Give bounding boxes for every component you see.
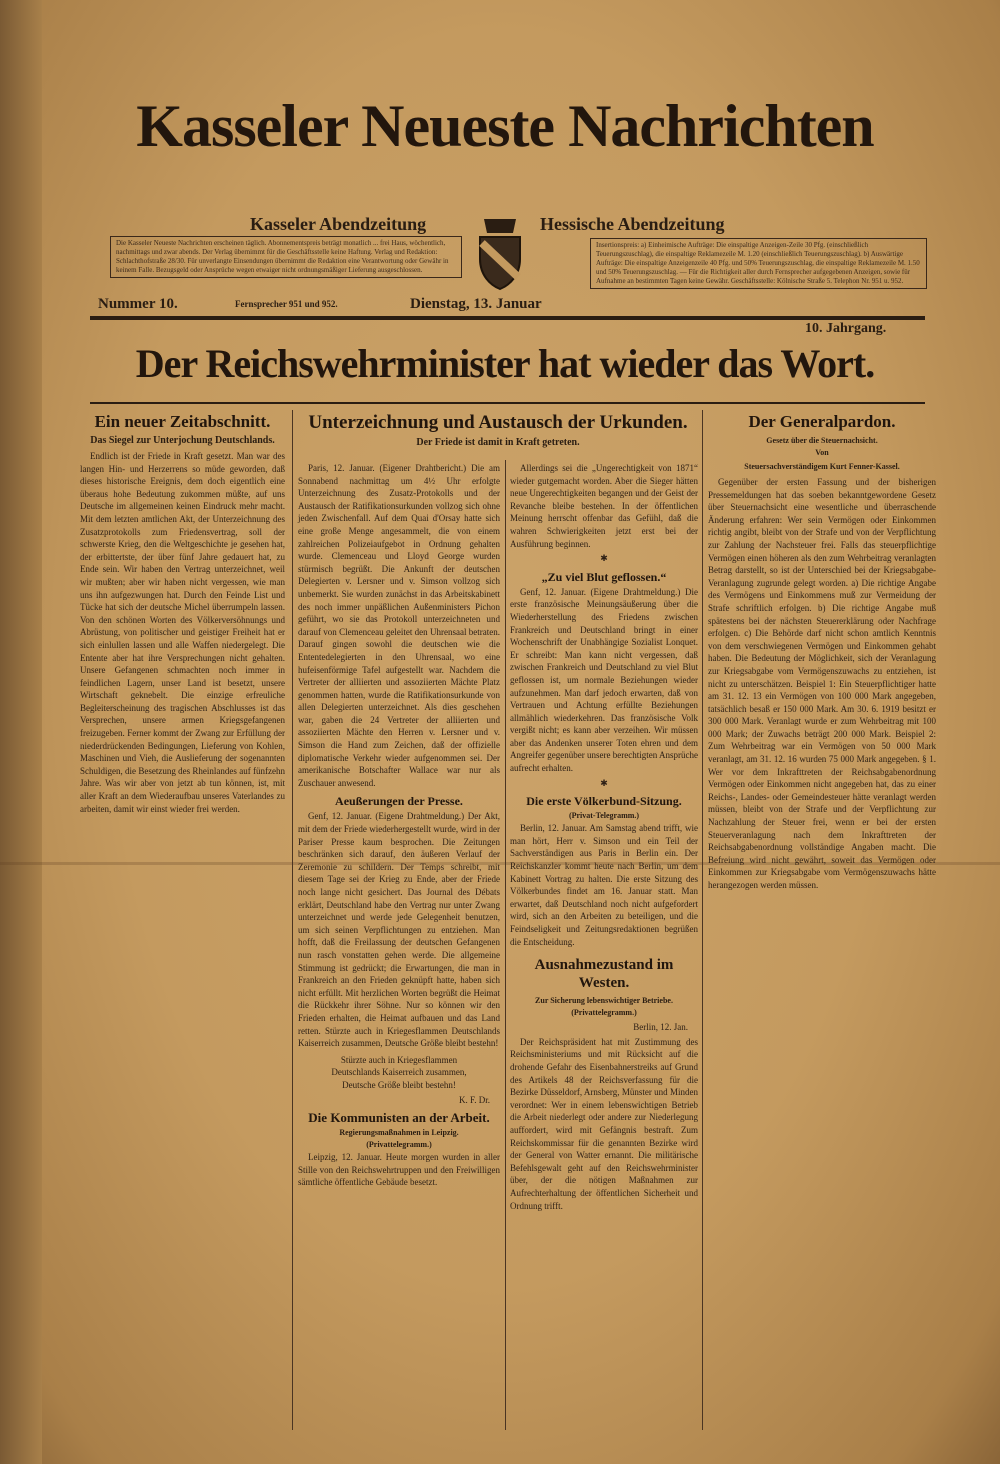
issue-number: Nummer 10. (98, 296, 178, 312)
article-subtitle: Regierungsmaßnahmen in Leipzig. (339, 1128, 459, 1138)
article-body: Der Reichspräsident hat mit Zustimmung des Reichsministeriums und mit Rücksicht auf die drohende Gefahr des Eisenbahnerstreiks auf Grund des Artikels 48 der Reichsverfassung für die Bezirke Düsseldorf, Arnsberg, Münster und Minden verordnet: Wer in einem lebenswichtigen Betrieb die Arbeit niederlegt oder andere zur Niederlegung auffordert, wird mit Gefängnis bestraft. Zum Reichskommissar für die genannten Bezirke wird der General von Watter ernannt. Die militärische Befehlsgewalt geht auf den Reichswehrminister über, der die nötigen Maßnahmen zur Aufrechterhaltung der öffentlichen Sicherheit und Ordnung trifft. (510, 1036, 698, 1211)
article-body: Leipzig, 12. Januar. Heute morgen wurden in aller Stille von den Reichswehrtruppen und den Freiwilligen sämtliche öffentliche Gebäude besetzt. (298, 1152, 500, 1188)
article-subtitle: Das Siegel zur Unterjochung Deutschlands. (90, 435, 275, 446)
article-title: Ein neuer Zeitabschnitt. (94, 412, 271, 431)
volume-year: 10. Jahrgang. (805, 321, 887, 336)
masthead-subtitle-left: Kasseler Abendzeitung (250, 214, 427, 234)
article-body: Berlin, 12. Januar. Am Samstag abend trifft, wie man hört, Herr v. Simson und ein Teil der Sachverständigen aus Paris in Berlin ein. Der Reichskanzler kommt heute nach Berlin, um dem Kabinett Vortrag zu halten. Die erste Sitzung des Völkerbundes findet am 16. Januar statt. Man erwartet, daß Deutschland noch nicht aufgefordert wird, sich an den Arbeiten zu beteiligen, und die Feindseligkeit und Zeitungsredaktionen begrüßen die Entscheidung. (510, 823, 698, 947)
article-ein-neuer-zeitabschnitt (80, 410, 285, 815)
issue-date: Dienstag, 13. Januar (410, 296, 542, 312)
signature: K. F. Dr. (458, 1094, 490, 1105)
article-title: Aeußerungen der Presse. (335, 794, 463, 809)
article-body: Allerdings sei die „Ungerechtigkeit von 1871“ wieder gutgemacht worden. Aber die Sieger hätten neue Ungerechtigkeiten begangen und der Geist der Revanche bleibe bestehen. In der öffentlichen Meinung herrscht offenbar das Gefühl, daß die wahren Schwierigkeiten jetzt erst bei der Ausführung beginnen. (510, 463, 698, 549)
article-title-voelkerbund: Die erste Völkerbund-Sitzung. (526, 794, 682, 809)
article-title: Der Generalpardon. (748, 412, 896, 431)
article-author: Steuersachverständigem Kurt Fenner-Kassel. (744, 462, 900, 471)
article-aeusserungen-der-presse (298, 794, 500, 1106)
masthead-title: Kasseler Neueste Nachrichten (136, 93, 874, 159)
masthead-rule (90, 316, 925, 320)
phone-numbers: Fernsprecher 951 und 952. (235, 299, 338, 309)
article-body: Genf, 12. Januar. (Eigene Drahtmeldung.) Der Akt, mit dem der Friede wiederhergestellt wurde, wird in der Pariser Presse kaum besprochen. Die Zeitungen beschränken sich darauf, den äußeren Verlauf der Zeremonie zu schildern. Der Temps schreibt, mit diesem Tage sei der Krieg zu Ende, aber der Friede noch lange nicht gesichert. Das Journal des Débats erklärt, Deutschland habe den Vertrag nur unter Zwang unterzeichnet und werde jede Gelegenheit benutzen, um sich seinen Verpflichtungen zu entziehen. Man hofft, daß die Freilassung der deutschen Gefangenen nun rasch vonstatten gehen werde. Die allgemeine Stimmung ist gedrückt; die Erwartungen, die man in Frankreich an den Frieden geknüpft hatte, haben sich nicht erfüllt. Mit herzlichen Worten begrüßt die Heimat die Rückkehr ihrer Söhne. Nur so können wir den Frieden erhalten, die Heimat aufbauen und das Land retten. Stürzte auch in Kriegesflammen Deutschlands Kaiserreich zusammen, Deutsche Größe bleibt bestehn! (298, 811, 500, 1049)
advertising-rates-box: Insertionspreis: a) Einheimische Aufträge: Die einspaltige Anzeigen-Zeile 30 Pfg. (einschließlich Teuerungszuschlag), die einspaltige Reklamezeile M. 1.20 (einschließlich Teuerungszuschlag). b) Auswärtige Aufträge: Die einspaltige Anzeigenzeile 40 Pfg. und 50% Teuerungszuschlag, die einspaltige Reklamezeile M. 1.50 und 50% Teuerungszuschlag. — Für die Richtigkeit aller durch Fernsprecher aufgegebenen Anzeigen, sowie für Aufnahme an bestimmten Tagen keine Gewähr. Geschäftsstelle: Kölnische Straße 5. Telephon Nr. 951 u. 952. (590, 238, 927, 289)
article-body: Gegenüber der ersten Fassung und der bisherigen Pressemeldungen hat das soeben bekanntgewordene Gesetz über Steuernachsicht eine wesentliche und überraschende Änderung erfahren: Wer sein Vermögen oder Einkommen richtig angibt, bleibt von der Strafe und von der Verpflichtung zur Zahlung der Nachsteuer frei. Falls das steuerpflichtige Vermögen einen höheren als den zum Wehrbeitrag veranlagten Betrag darstellt, so ist der Unterschied bei der Kriegsabgabe-Veranlagung zugrunde gelegt worden. a) Die richtige Angabe des Vermögens und Einkommens muß zur Vermeidung der Strafe schriftlich erfolgen. b) Die richtige Angabe muß spätestens bei der nächsten Steuererklärung oder Nachfrage erfolgen. c) Die Behörde darf nicht schon amtlich Kenntnis von dem verschwiegenen Vermögen und Einkommen gehabt haben. Die Bedeutung der Möglichkeit, sich der Veranlagung zur Kriegsabgabe vom Vermögenszuwachs zu entziehen, ist nicht zu unterschätzen. Beispiel 1: Ein Steuerpflichtiger hatte am 31. 12. 13 ein Vermögen von 100 000 Mark angegeben, tatsächlich besaß er 150 000 Mark. Am 30. 6. 1919 besitzt er 300 000 Mark. Veranlagt wurde er zum Wehrbeitrag mit 100 000 Mark; der Zuwachs beträgt 200 000 Mark. Beispiel 2: Zum Wehrbeitrag war ein Vermögen von 50 000 Mark veranlagt, am 31. 12. 16 wurden 75 000 Mark angegeben. § 1. Wer vor dem Inkrafttreten der Reichsabgabenordnung Vermögen oder Einkommen nicht angegeben hat, das zu einer Reichs-, Landes- oder Gemeindesteuer hätte veranlagt werden müssen, bleibt von der Strafe und der Verpflichtung zur Nachzahlung der Steuer frei, wenn er bei der ersten Steuerveranlagung nach dem Inkrafttreten der Reichsabgabenordnung vollständige Angaben macht. Die Befreiung wird nicht gewährt, soweit das Vermögen oder Einkommen zur Kriegsabgabe vom Vermögenszuwachs hätte herangezogen werden müssen. (708, 477, 936, 890)
main-headline: Der Reichswehrminister hat wieder das Wort. (135, 341, 875, 386)
article-byline-label: Von (815, 448, 829, 457)
article-subtitle: Der Friede ist damit in Kraft getreten. (416, 437, 580, 448)
article-subtitle: Gesetz über die Steuernachsicht. (766, 436, 878, 445)
article-title: Unterzeichnung und Austausch der Urkunden. (308, 412, 688, 433)
article-title-zu-viel-blut: „Zu viel Blut geflossen.“ (541, 569, 667, 584)
dateline: Berlin, 12. Jan. (633, 1022, 688, 1033)
subscription-info-box: Die Kasseler Neueste Nachrichten erscheinen täglich. Abonnementspreis beträgt monatlich ... frei Haus, wöchentlich, nachmittags und zwar abends. Der Verlag übernimmt für die Geschäftsstelle keine Haftung. Verlag und Redaktion: Schlachthofstraße 28/30. Für unverlangte Einsendungen übernimmt die Redaktion eine Verantwortung oder Gewähr in keinem Falle. Bezugsgeld oder Ansprüche wegen etwaiger nicht ordnungsmäßiger Lieferung ausgeschlossen. (110, 236, 462, 278)
article-note: (Privat-Telegramm.) (568, 811, 640, 821)
article-subtitle: Zur Sicherung lebenswichtiger Betriebe. (535, 996, 673, 1006)
masthead-subtitle-right: Hessische Abendzeitung (540, 214, 725, 234)
article-body: Genf, 12. Januar. (Eigene Drahtmeldung.) Die erste französische Meinungsäußerung über die Wiederherstellung des Friedens zwischen Frankreich und Deutschland bringt in einer Wochenschrift der Unabhängige Sozialist Lonquet. Er schreibt: Man kann nicht vergessen, daß zwischen Frankreich und Deutschland zu viel Blut geflossen ist, um normale Beziehungen wieder aufzunehmen. Man darf jedoch erwarten, daß von Vertrauen und Achtung erfüllte Beziehungen allmählich wiederkehren. Das französische Volk vergißt nicht; es kann aber verzeihen. Wir müssen aber das Andenken unserer Toten ehren und dem Angreifer gegenüber unsere berechtigten Ansprüche aufrecht erhalten. (510, 586, 698, 774)
article-column-3: Allerdings sei die „Ungerechtigkeit von 1871“ wieder gutgemacht worden. Aber die Sieger hätten neue Ungerechtigkeiten begangen und der Geist der Revanche bleibe bestehen. In der öffentlichen Meinung herrscht offenbar das Gefühl, daß die wahren Schwierigkeiten jetzt erst bei der Ausführung beginnen. ✱ „Zu viel Blut geflossen.“ Genf, 12. Januar. (Eigene Drahtmeldung.) Die erste französische Meinungsäußerung über die Wiederherstellung des Friedens zwischen Frankreich und Deutschland bringt in einer Wochenschrift der Unabhängige Sozialist Lonquet. Er schreibt: Man kann nicht vergessen, daß zwischen Frankreich und Deutschland zu viel Blut geflossen ist, um normale Beziehungen wieder aufzunehmen. Man darf jedoch erwarten, daß von Vertrauen und Achtung erfüllte Beziehungen allmählich wiederkehren. Das französische Volk vergißt nicht; es kann aber verzeihen. Wir müssen aber das Andenken unserer Toten ehren und dem Angreifer gegenüber unsere berechtigten Ansprüche aufrecht erhalten. ✱ Die erste Völkerbund-Sitzung. (Privat-Telegramm.) Berlin, 12. Januar. Am Samstag abend trifft, wie man hört, Herr v. Simson und ein Teil der Sachverständigen aus Paris in Berlin ein. Der Reichskanzler kommt heute nach Berlin, um dem Kabinett Vortrag zu halten. Die erste Sitzung des Völkerbundes findet am 16. Januar statt. Man erwartet, daß Deutschland noch nicht aufgefordert wird, sich an den Arbeiten zu beteiligen, und die Feindseligkeit und Zeitungsredaktionen begrüßen die Entscheidung. Ausnahmezustand im Westen. Zur Sicherung lebenswichtiger Betriebe. (Privattelegramm.) Berlin, 12. Jan. Der Reichspräsident hat mit Zustimmung des Reichsministeriums und mit Rücksicht auf die drohende Gefahr des Eisenbahnerstreiks auf Grund des Artikels 48 der Reichsverfassung für die Bezirke Düsseldorf, Arnsberg, Münster und Minden verordnet: Wer in einem lebenswichtigen Betrieb die Arbeit niederlegt oder andere zur Niederlegung auffordert, wird mit Gefängnis bestraft. Zum Reichskommissar für die genannten Bezirke wird der General von Watter ernannt. Die militärische Befehlsgewalt geht auf den Reichswehrminister über, der die nötigen Maßnahmen zur Aufrechterhaltung der öffentlichen Sicherheit und Ordnung trifft. (510, 463, 698, 1211)
article-body: Endlich ist der Friede in Kraft gesetzt. Man war des langen Hin- und Herzerrens so müde geworden, daß dieses historische Ereignis, dem doch eigentlich eine überaus hohe Bedeutung zukommen müßte, auf uns Deutsche im allgemeinen keinen Eindruck mehr macht. Mit dem letzten amtlichen Akt, der Unterzeichnung des Zusatzprotokolls zum Friedensvertrag, soll der schwerste Krieg, den die Weltgeschichte je gesehen hat, der erbittertste, der über fünf Jahre gedauert hat, zu Ende sein. Wir haben den Vertrag unterzeichnet, weil wir mußten; aber wir haben nicht vergessen, wie man uns ihn aufgezwungen hat. Durch den Feinde List und Tücke hat sich der deutsche Michel überrumpeln lassen. Von den schönen Worten des Völkerversöhnungs und Abrüstung, von politischer und geistiger Freiheit hat er sich einlullen lassen und alle Waffen niedergelegt. Die Entente aber hat ihre Versprechungen nicht gehalten. Unsere Gefangenen schmachten noch immer in feindlichen Lagern, unser Land ist besetzt, unsere Wirtschaft geknebelt. Die einzige erfreuliche Begleiterscheinung des tragischen Abschlusses ist das Versprechen, unsere armen Kriegsgefangenen freizugeben. Ferner kommt der Zwang zur Erfüllung der niederdrückenden Bedingungen, Lieferung von Kohlen, Maschinen und Vieh, die Auslieferung der sogenannten Schuldigen, die Besetzung des Rheinlandes auf fünfzehn Jahre. Was wir aber von jetzt ab tun können, ist, mit aller Kraft an dem Wiederaufbau unseres Vaterlandes zu arbeiten, damit wir einst wieder frei werden. (80, 451, 285, 814)
article-column-2 (298, 462, 500, 1189)
poem: Stürzte auch in Kriegesflammen Deutschlands Kaiserreich zusammen, Deutsche Größe bleibt bestehn! (331, 1054, 467, 1090)
article-body: Paris, 12. Januar. (Eigener Drahtbericht.) Die am Sonnabend nachmittag um 4½ Uhr erfolgte Unterzeichnung des Zusatz-Protokolls und der Austausch der Ratifikationsurkunden vollzog sich ohne jeden Zwischenfall. Auf dem Quai d'Orsay hatte sich eine große Menge angesammelt, die von einem zahlreichen Polizeiaufgebot in Ordnung gehalten wurde. Clemenceau und Lloyd George wurden stürmisch begrüßt. Die Ankunft der deutschen Delegierten v. Lersner und v. Simson vollzog sich unbemerkt. Sie wurden zunächst in das Arbeitskabinett des noch immer unpäßlichen Außenministers Pichon geführt, wo sie das Protokoll unterzeichneten und darauf von Clemenceau geleitet den Uhrensaal betraten. Darauf gingen sowohl die deutschen wie die Ententedelegierten in den Uhrensaal, wo eine hufeisenförmige Tafel aufgestellt war. Nachdem die Vertreter der alliierten und assoziierten Mächte Platz genommen hatten, wurde die Ratifikationsurkunde von allen Delegierten unterzeichnet. Als dies geschehen war, gaben die 24 Vertreter der alliierten und assoziierten Mächte den Herren v. Lersner und v. Simson die Hand zum Zeichen, daß der offizielle diplomatische Verkehr wieder aufgenommen sei. Der amerikanische Botschafter Wallace war nur als Zuschauer anwesend. (298, 463, 500, 788)
article-note: (Privattelegramm.) (571, 1008, 637, 1018)
coat-of-arms-icon (472, 215, 528, 291)
article-note: (Privattelegramm.) (366, 1140, 432, 1150)
article-title: Die Kommunisten an der Arbeit. (308, 1110, 490, 1126)
article-generalpardon (708, 410, 936, 892)
article-title-ausnahmezustand: Ausnahmezustand im Westen. (534, 957, 674, 992)
page-edge-shadow (0, 0, 42, 1464)
article-kommunisten (298, 1111, 500, 1189)
article-unterzeichnung-header (296, 410, 700, 452)
article-unterzeichnung-body (298, 462, 500, 789)
